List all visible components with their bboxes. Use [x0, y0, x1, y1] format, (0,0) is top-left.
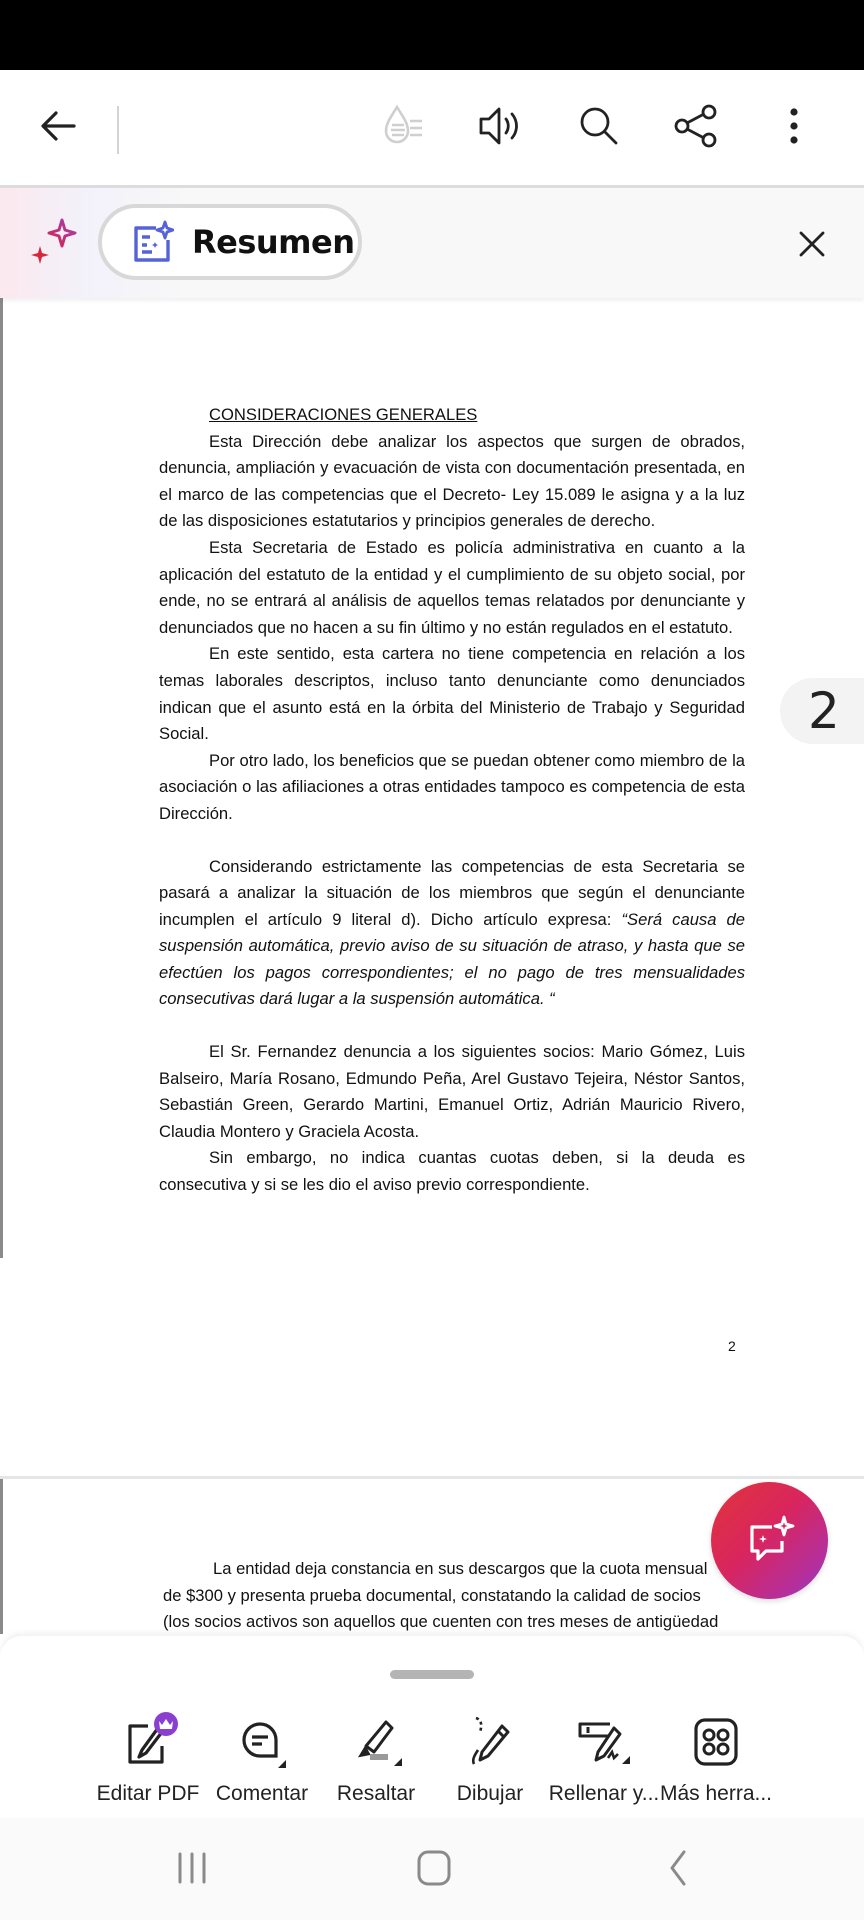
ai-sparkle-icon — [28, 216, 80, 268]
document-page-3 — [163, 1556, 753, 1634]
page-number-indicator[interactable]: 2 — [780, 678, 864, 744]
tool-label: Rellenar y... — [548, 1782, 660, 1805]
summary-label: Resumen — [192, 223, 355, 261]
edit-pdf-icon — [118, 1712, 178, 1772]
tool-label: Comentar — [215, 1782, 309, 1805]
share-icon[interactable] — [668, 98, 724, 154]
doc-line: La entidad deja constancia en sus descargos que la cuota mensual — [213, 1559, 708, 1578]
doc-paragraph: En este sentido, esta cartera no tiene competencia en relación a los temas laborales descriptos, incluso tanto denunciante como denunciados indican que el asunto está en la órbita del Ministerio de Trabajo y Seguridad Social. — [159, 644, 745, 744]
doc-paragraph: El Sr. Fernandez denuncia a los siguientes socios: Mario Gómez, Luis Balseiro, María Rosano, Edmundo Peña, Arel Gustavo Tejeira, Néstor Santos, Sebastián Green, Gerardo Martini, Emanuel Ortiz, Adrián Mauricio Rivero, Claudia Montero y Graciela Acosta. — [159, 1042, 745, 1141]
status-bar — [0, 0, 864, 70]
doc-line: de $300 y presenta prueba documental, constatando la calidad de socios — [163, 1585, 701, 1605]
comment-icon — [232, 1712, 292, 1772]
doc-paragraph: Sin embargo, no indica cuantas cuotas deben, si la deuda es consecutiva y si se les dio el aviso previo correspondiente. — [159, 1148, 745, 1195]
liquid-mode-icon[interactable] — [376, 98, 432, 154]
tool-more-tools[interactable] — [656, 1712, 776, 1812]
highlight-icon — [346, 1712, 406, 1772]
ai-assistant-button[interactable] — [711, 1482, 828, 1599]
doc-line: (los socios activos son aquellos que cuenten con tres meses de antigüedad — [163, 1612, 719, 1632]
doc-paragraph-considerando — [159, 854, 745, 1014]
tools-panel — [0, 1636, 864, 1818]
page-edge — [0, 298, 3, 1258]
back-arrow-icon[interactable] — [30, 98, 86, 154]
drag-handle[interactable] — [390, 1670, 474, 1679]
document-page-2 — [159, 402, 745, 1199]
tool-label: Dibujar — [456, 1782, 524, 1805]
close-icon[interactable] — [792, 224, 832, 264]
top-app-bar — [0, 70, 864, 188]
tool-highlight[interactable] — [316, 1712, 436, 1812]
read-aloud-icon[interactable] — [472, 98, 528, 154]
search-icon[interactable] — [571, 98, 627, 154]
back-icon[interactable] — [656, 1848, 700, 1888]
doc-paragraph: Esta Dirección debe analizar los aspectos que surgen de obrados, denuncia, ampliación y evacuación de vista con documentación presentada, en el marco de las competencias que el Decreto- Ley 15.089 le asigna y a la luz de las disposiciones estatutarios y principios generales de derecho. — [159, 431, 745, 531]
summary-button[interactable] — [98, 204, 362, 280]
ai-summary-bar — [0, 188, 864, 298]
doc-paragraph: Por otro lado, los beneficios que se puedan obtener como miembro de la asociación o las afiliaciones a otras entidades tampoco es competencia de esta Dirección. — [159, 750, 745, 823]
home-icon[interactable] — [412, 1848, 456, 1888]
considerando-text: Considerando estrictamente las competencias de esta Secretaria se pasará a analizar la situación de los miembros que según el denunciante incumplen el artículo 9 literal d). Dicho artículo expresa: — [159, 856, 745, 929]
tool-label: Resaltar — [336, 1782, 416, 1805]
system-nav-bar — [0, 1818, 864, 1920]
recent-apps-icon[interactable] — [172, 1848, 216, 1888]
page-footer-number: 2 — [728, 1338, 736, 1354]
ai-chat-sparkle-icon — [744, 1515, 796, 1567]
tool-draw[interactable] — [430, 1712, 550, 1812]
article-quote: “Será causa de suspensión automática, previo aviso de su situación de atraso, y hasta que se efectúen los pagos correspondientes; el no pago de tres mensualidades consecutivas dará lugar a la suspensión automática. “ — [159, 909, 745, 1009]
more-tools-icon — [686, 1712, 746, 1772]
pdf-viewer[interactable] — [0, 298, 864, 1634]
tool-edit-pdf[interactable] — [88, 1712, 208, 1812]
doc-heading: CONSIDERACIONES GENERALES — [209, 405, 478, 424]
page-separator — [0, 1476, 864, 1479]
page-edge — [0, 1479, 3, 1634]
tool-comment[interactable] — [202, 1712, 322, 1812]
draw-icon — [460, 1712, 520, 1772]
more-options-icon[interactable] — [766, 98, 822, 154]
doc-paragraph: Esta Secretaria de Estado es policía administrativa en cuanto a la aplicación del estatuto de la entidad y el cumplimiento de su objeto social, por ende, no se entrará al análisis de aquellos temas relatados por denunciante y denunciados que no hacen a su fin último y no están regulados en el estatuto. — [159, 537, 745, 637]
toolbar-divider — [117, 106, 119, 154]
tool-label: Editar PDF — [96, 1782, 200, 1805]
summary-icon — [130, 220, 174, 264]
fill-sign-icon — [574, 1712, 634, 1772]
tool-label: Más herra... — [659, 1782, 773, 1805]
